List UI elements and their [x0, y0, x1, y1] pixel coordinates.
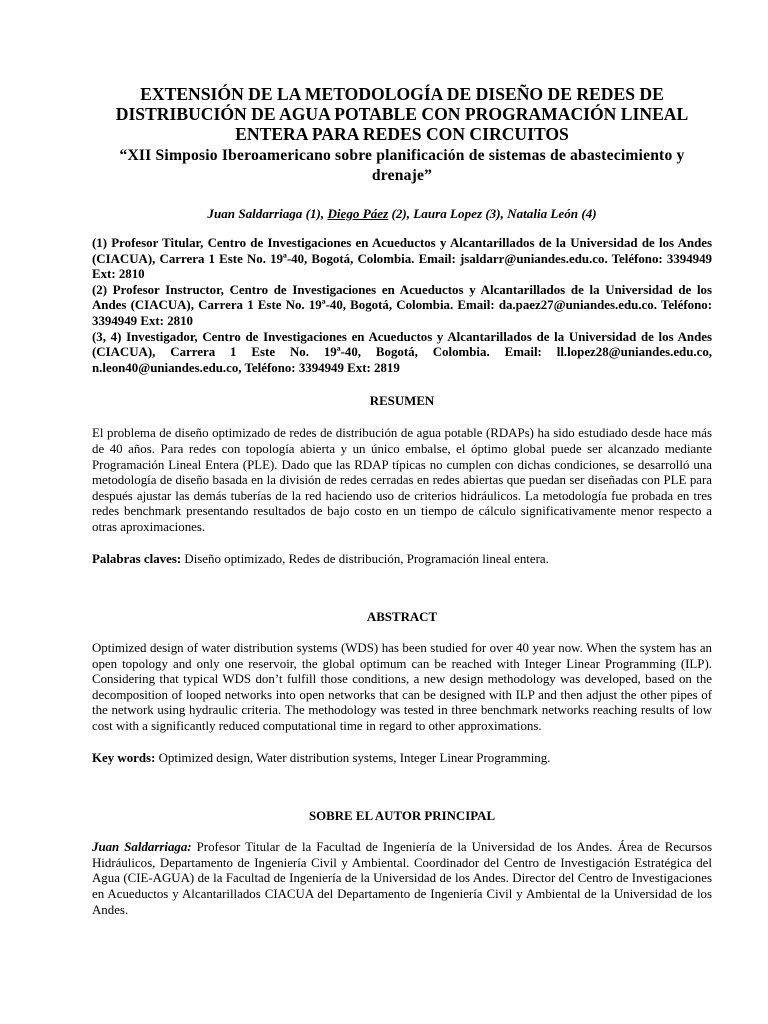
author-bio-text: Profesor Titular de la Facultad de Ingeniería de la Universidad de los Andes. Área de Recursos Hidráulicos, Departamento de Ingeniería Civil y Ambiental. Coordinador del Centro de Investigación Estratégica del Agua (CIE-AGUA) de la Facultad de Ingeniería de la Universidad de los Andes. Director del Centro de Investigaciones en Acueductos y Alcantarillados CIACUA del Departamento de Ingeniería Civil y Ambiental de la Universidad de los Andes. — [92, 840, 712, 917]
author-2-suffix: (2), — [391, 206, 411, 221]
palabras-claves — [92, 552, 712, 568]
author-bio-name: Juan Saldarriaga: — [92, 840, 192, 855]
affiliations — [92, 236, 712, 376]
author-3: Laura Lopez (3), — [413, 206, 504, 221]
author-4: Natalia León (4) — [507, 206, 597, 221]
affiliation-2: (2) Profesor Instructor, Centro de Investigaciones en Acueductos y Alcantarillados de la Universidad de los Andes (CIACUA), Carrera 1 Este No. 19ª-40, Bogotá, Colombia. Email: da.paez27@uniandes.edu.co. Teléfono: 3394949 Ext: 2810 — [92, 282, 712, 328]
affiliation-1: (1) Profesor Titular, Centro de Investigaciones en Acueductos y Alcantarillados de la Universidad de los Andes (CIACUA), Carrera 1 Este No. 19ª-40, Bogotá, Colombia. Email: jsaldarr@uniandes.edu.co. Teléfono: 3394949 Ext: 2810 — [92, 236, 712, 282]
affiliation-3: (3, 4) Investigador, Centro de Investigaciones en Acueductos y Alcantarillados de la Universidad de los Andes (CIACUA), Carrera 1 Este No. 19ª-40, Bogotá, Colombia. Email: ll.lopez28@uniandes.edu.co, n.leon40@uniandes.edu.co, Teléfono: 3394949 Ext: 2819 — [92, 329, 712, 375]
key-words-text: Optimized design, Water distribution systems, Integer Linear Programming. — [158, 750, 551, 765]
palabras-claves-label: Palabras claves: — [92, 551, 182, 566]
paper-title: EXTENSIÓN DE LA METODOLOGÍA DE DISEÑO DE REDES DE DISTRIBUCIÓN DE AGUA POTABLE CON PROGRAMACIÓN LINEAL ENTERA PARA REDES CON CIRCUITOS — [115, 84, 689, 144]
paper-subtitle: “XII Simposio Iberoamericano sobre planificación de sistemas de abastecimiento y drenaje” — [119, 147, 685, 184]
author-1: Juan Saldarriaga (1), — [207, 206, 325, 221]
abstract-heading: ABSTRACT — [366, 610, 438, 625]
resumen-heading: RESUMEN — [369, 394, 435, 409]
sobre-autor-body — [92, 840, 712, 918]
palabras-claves-text: Diseño optimizado, Redes de distribución, Programación lineal entera. — [184, 551, 549, 566]
author-2: Diego Páez — [327, 206, 389, 221]
sobre-autor-heading: SOBRE EL AUTOR PRINCIPAL — [308, 809, 496, 824]
key-words — [92, 751, 712, 767]
key-words-label: Key words: — [92, 750, 156, 765]
abstract-body: Optimized design of water distribution systems (WDS) has been studied for over 40 year now. When the system has an open topology and only one reservoir, the global optimum can be reached with Integer Linear Programming (ILP). Considering that typical WDS don’t fulfill those conditions, a new design methodology was developed, based on the decomposition of looped networks into open networks that can be designed with ILP and then adjust the other pipes of the network using hydraulic criteria. The methodology was tested in three benchmark networks reaching results of low cost with a significantly reduced computational time in regard to other approximations. — [92, 641, 712, 734]
resumen-body: El problema de diseño optimizado de redes de distribución de agua potable (RDAPs) ha sido estudiado desde hace más de 40 años. Para redes con topología abierta y un único embalse, el óptimo global puede ser alcanzado mediante Programación Lineal Entera (PLE). Dado que las RDAP típicas no cumplen con dichas condiciones, se desarrolló una metodología de diseño basada en la división de redes cerradas en redes abiertas que puedan ser diseñadas con PLE para después ajustar las demás tuberías de la red haciendo uso de criterios hidráulicos. La metodología fue probada en tres redes benchmark presentando resultados de bajo costo en un tiempo de cálculo significativamente menor respecto a otras aproximaciones. — [92, 426, 712, 534]
author-list — [92, 205, 712, 222]
